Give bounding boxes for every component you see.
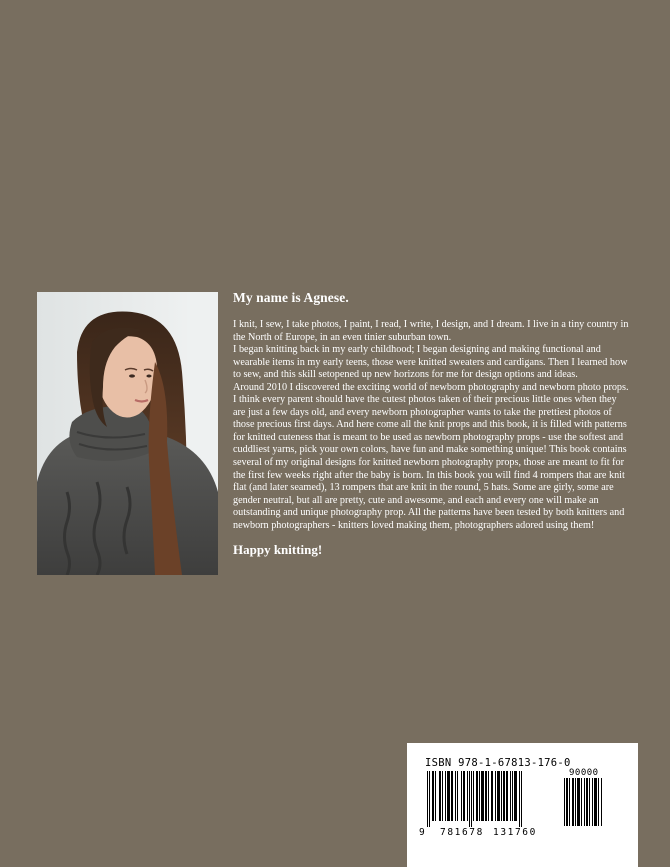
barcode-lead-digit: 9 [419, 827, 425, 838]
closing-line: Happy knitting! [233, 542, 323, 558]
isbn-barcode [407, 743, 638, 867]
author-photo [37, 292, 218, 575]
isbn-text: ISBN 978-1-67813-176-0 [425, 757, 571, 769]
author-bio [233, 290, 631, 558]
bio-paragraph: I began knitting back in my early childhood; I began designing and making functional and wearable items in my early teens, those were knitted sweaters and cardigans. Then I learned how to sew, and this skill setopened up new horizons for me for design options and ideas. [233, 344, 628, 381]
price-code: 90000 [569, 768, 599, 778]
barcode-left-digits: 781678 [440, 827, 484, 838]
addon-barcode-bars [564, 778, 620, 826]
bio-paragraph: Around 2010 I discovered the exciting world of newborn photography and newborn photo props. I think every parent should have the cutest photos taken of their precious little ones when they are just a few days old, and every newborn photographer wants to take the prettiest photos of those precious first days. And here come all the knit props and this book, it is filled with patterns for knitted cuteness that is meant to be used as newborn photography props - use the softest and cuddliest yarns, pick your own colors, have fun and make something unique! This book contains several of my original designs for knitted newborn photography props, those are meant to fit for the first few weeks right after the baby is born. In this book you will find 4 rompers that are knit flat (and later seamed), 13 rompers that are knit in the round, 5 hats. Some are girly, some are gender neutral, but all are pretty, cute and awesome, and each and every one will make an outstanding and unique photography prop. All the patterns have been tested by both knitters and newborn photographers - knitters loved making them, photographers adored using them! [233, 381, 629, 531]
barcode-right-digits: 131760 [493, 827, 537, 838]
author-portrait-illustration [37, 292, 218, 575]
bio-paragraph: I knit, I sew, I take photos, I paint, I read, I write, I design, and I dream. I live in a tiny country in the North of Europe, in an even tinier suburban town. [233, 319, 629, 343]
ean-barcode-bars [427, 771, 557, 827]
author-heading: My name is Agnese. [233, 290, 349, 305]
